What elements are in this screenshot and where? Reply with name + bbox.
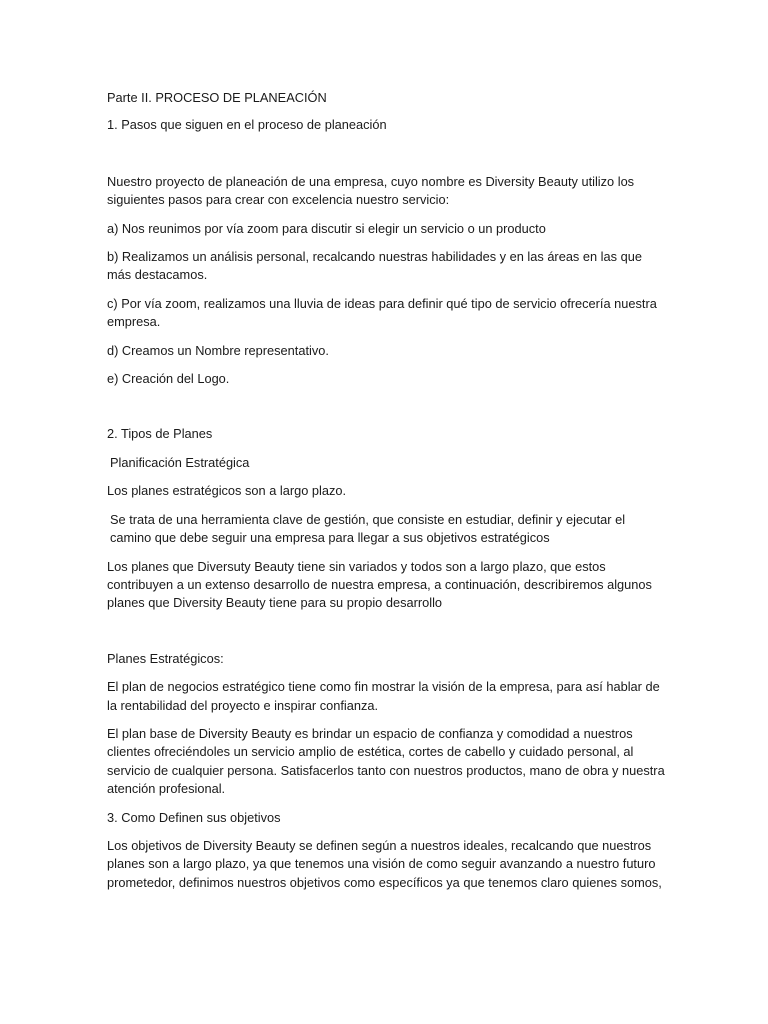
- long-term-paragraph: Los planes estratégicos son a largo plazo.: [107, 483, 347, 499]
- base-plan-paragraph: El plan base de Diversity Beauty es brindar un espacio de confianza y comodidad a nuestros clientes ofreciéndoles un servicio amplio de estética, cortes de cabello y cuidado personal, al servicio de cualquier persona. Satisfacerlos tanto con nuestros productos, mano de obra y nuestra atención profesional.: [107, 725, 665, 797]
- section-2-heading: 2. Tipos de Planes: [107, 426, 213, 442]
- objectives-paragraph: Los objetivos de Diversity Beauty se definen según a nuestros ideales, recalcando que nuestros planes son a largo plazo, ya que tenemos una visión de como seguir avanzando a nuestro futuro prometedor, definimos nuestros objetivos como específicos ya que tenemos claro quienes somos,: [107, 837, 662, 890]
- document-body: [107, 89, 667, 892]
- part-title: Parte II. PROCESO DE PLANEACIÓN: [107, 90, 327, 105]
- section-1-heading: 1. Pasos que siguen en el proceso de planeación: [107, 117, 387, 133]
- section-3-heading: 3. Como Definen sus objetivos: [107, 809, 281, 825]
- step-c: c) Por vía zoom, realizamos una lluvia de ideas para definir qué tipo de servicio ofrecería nuestra empresa.: [107, 295, 657, 330]
- step-e: e) Creación del Logo.: [107, 371, 230, 387]
- varied-plans-paragraph: Los planes que Diversuty Beauty tiene sin variados y todos son a largo plazo, que estos contribuyen a un extenso desarrollo de nuestra empresa, a continuación, describiremos algunos planes que Diversity Beauty tiene para su propio desarrollo: [107, 558, 652, 611]
- strategic-plans-heading: Planes Estratégicos:: [107, 650, 224, 666]
- intro-paragraph: Nuestro proyecto de planeación de una empresa, cuyo nombre es Diversity Beauty utilizo los siguientes pasos para crear con excelencia nuestro servicio:: [107, 173, 635, 208]
- strategic-planning-subheading: Planificación Estratégica: [110, 454, 250, 470]
- definition-paragraph: Se trata de una herramienta clave de gestión, que consiste en estudiar, definir y ejecutar el camino que debe seguir una empresa para llegar a sus objetivos estratégicos: [110, 511, 626, 546]
- business-plan-paragraph: El plan de negocios estratégico tiene como fin mostrar la visión de la empresa, para así hablar de la rentabilidad del proyecto e inspirar confianza.: [107, 679, 660, 713]
- step-d: d) Creamos un Nombre representativo.: [107, 342, 329, 358]
- step-b: b) Realizamos un análisis personal, recalcando nuestras habilidades y en las áreas en las que más destacamos.: [107, 249, 642, 283]
- step-a: a) Nos reunimos por vía zoom para discutir si elegir un servicio o un producto: [107, 220, 546, 236]
